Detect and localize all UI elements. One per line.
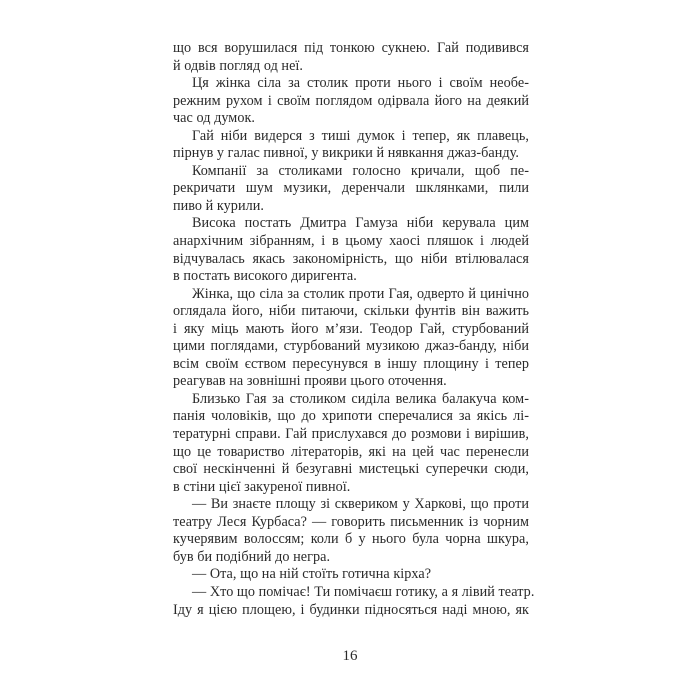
text-line: — Ота, що на ній стоїть готична кірха? — [192, 566, 432, 583]
text-line: і яку міць мають його м’язи. Теодор Гай, стурбований — [173, 320, 529, 337]
text-line: всім своїм єством пересунувся в іншу площину і тепер — [173, 355, 529, 372]
text-line: Іду я цією площею, і будинки підносяться наді мною, як — [173, 601, 529, 618]
text-line: тературні справи. Гай прислухався до розмови і вирішив, — [173, 426, 529, 443]
text-line: — Хто що помічає! Ти помічаєш готику, а я лівий театр. — [192, 583, 535, 600]
text-line: Ця жінка сіла за столик проти нього і своїм необе- — [192, 75, 529, 92]
text-line: театру Леся Курбаса? — говорить письменник із чорним — [173, 513, 529, 530]
text-line: що вся ворушилася під тонкою сукнею. Гай подивився — [173, 40, 529, 56]
text-line: пірнув у галас пивної, у викрики й нявкання джаз-банду. — [173, 145, 519, 162]
text-line: режним рухом і своїм поглядом одірвала його на деякий — [173, 92, 529, 109]
text-line: Висока постать Дмитра Гамуза ніби керувала цим — [192, 215, 529, 232]
text-line: анархічним зібранням, і в цьому хаосі пляшок і людей — [173, 233, 529, 250]
text-line: свої нескінченні й безугавні мистецькі суперечки сюди, — [173, 461, 529, 478]
text-line: Жінка, що сіла за столик проти Гая, одверто й цинічно — [192, 285, 529, 302]
text-line: Компанії за столиками голосно кричали, щоб пе- — [192, 162, 529, 179]
text-line: цими поглядами, стурбований музикою джаз-банду, ніби — [173, 338, 529, 355]
text-line: — Ви знаєте площу зі сквериком у Харкові, що проти — [192, 496, 529, 513]
text-line: панія чоловіків, що до хрипоти сперечалися за якісь лі- — [173, 408, 529, 425]
text-line: час од думок. — [173, 110, 256, 127]
text-line: що це товариство літераторів, які на цей час перенесли — [173, 443, 529, 460]
text-line: рекричати шум музики, деренчали шклянками, пили — [173, 180, 529, 197]
text-line: був би подібний до негра. — [173, 548, 331, 565]
text-line: Близько Гая за столиком сиділа велика балакуча ком- — [192, 390, 529, 407]
text-line: кучерявим волоссям; коли б у нього була чорна шкура, — [173, 531, 529, 548]
text-line: в постать високого диригента. — [173, 268, 357, 285]
text-line: в стіни цієї закуреної пивної. — [173, 478, 351, 495]
page-number: 16 — [342, 648, 358, 664]
text-line: Гай ніби видерся з тиші думок і тепер, як плавець, — [192, 127, 529, 144]
book-page-text — [173, 40, 535, 619]
text-line: реагував на зовнішні прояви цього оточення. — [173, 373, 447, 390]
text-line: відчувалась якась закономірність, що ніби втілювалася — [173, 250, 529, 267]
text-line: пиво й курили. — [173, 197, 264, 214]
text-line: оглядала його, ніби питаючи, скільки фунтів він важить — [173, 303, 529, 320]
text-line: й одвів погляд од неї. — [173, 57, 304, 74]
